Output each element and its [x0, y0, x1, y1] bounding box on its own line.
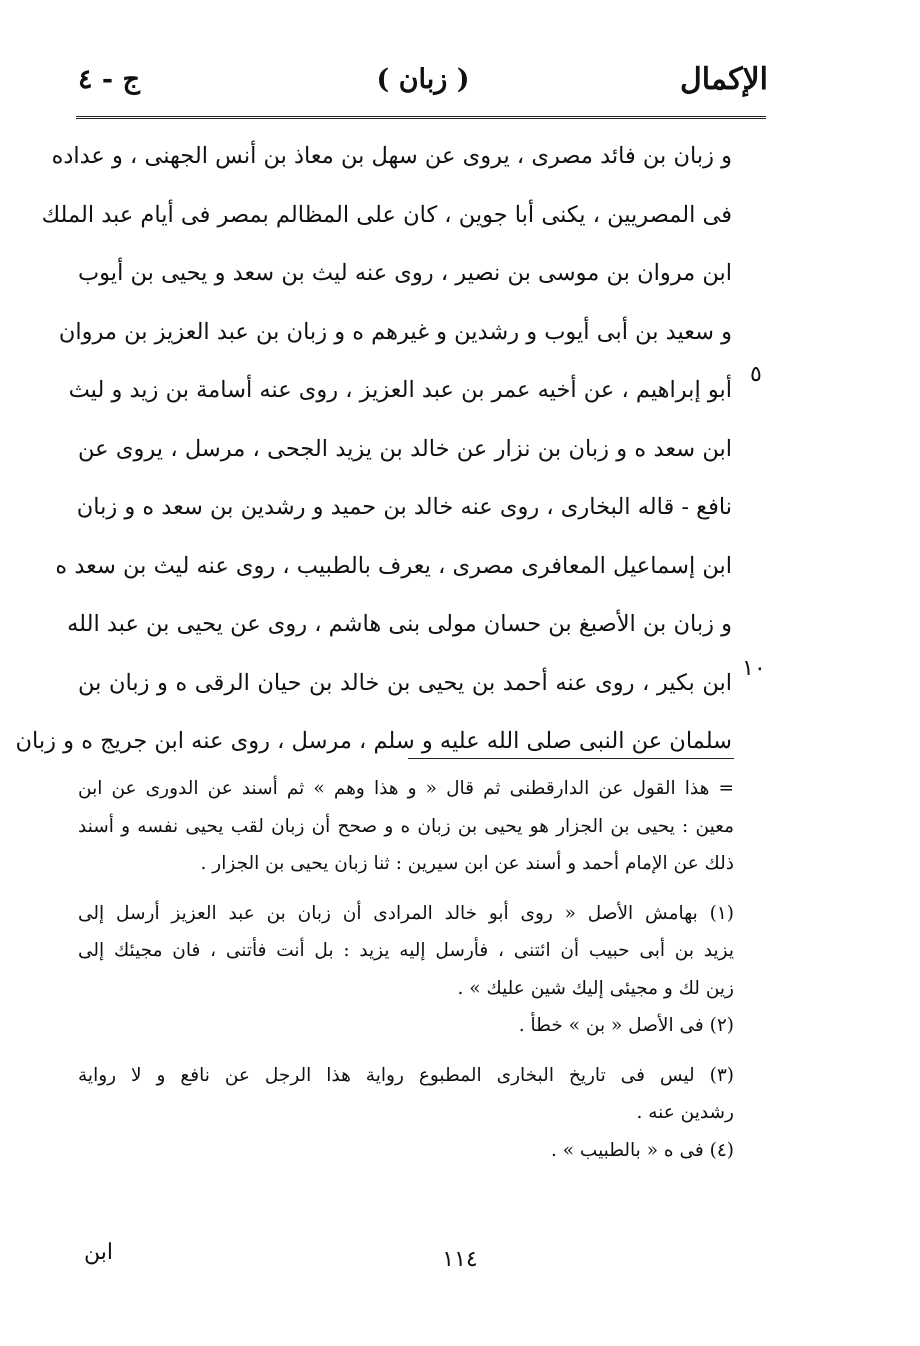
book-title: الإكمال — [679, 62, 768, 97]
footnote-1-line: يزيد بن أبى حبيب أن ائتنى ، فأرسل إليه يزيد : بل أنت فأتنى ، فان مجيئك إلى — [78, 940, 734, 961]
footnote-1-line: زين لك و مجيئى إليك شين عليك » . — [457, 977, 734, 999]
header-rule — [76, 116, 766, 119]
running-header — [78, 62, 768, 106]
main-text — [15, 127, 732, 771]
text-line: نافع - قاله البخارى ، روى عنه خالد بن حميد و رشدين بن سعد ه و زبان — [76, 494, 732, 520]
volume-label: ج - ٤ — [78, 64, 140, 95]
line-number-5: ٥ — [750, 362, 762, 387]
footnotes — [78, 770, 734, 1169]
text-line: ابن سعد ه و زبان بن نزار عن خالد بن يزيد الجحى ، مرسل ، يروى عن — [78, 435, 732, 462]
footnote-3-line: (٣) ليس فى تاريخ البخارى المطبوع رواية هذا الرجل عن نافع و لا رواية — [78, 1064, 734, 1086]
footnote-2: (٢) فى الأصل « بن » خطأ . — [518, 1015, 734, 1036]
text-line: ابن إسماعيل المعافرى مصرى ، يعرف بالطبيب ، روى عنه ليث بن سعد ه — [55, 552, 732, 579]
footnote-line: معين : يحيى بن الجزار هو يحيى بن زبان ه و صحح أن زبان لقب يحيى نفسه و أسند — [78, 815, 734, 837]
line-number-10: ١٠ — [742, 656, 766, 681]
footnote-3-line: رشدين عنه . — [636, 1102, 734, 1123]
section-title: ( زبان ) — [376, 64, 470, 95]
text-line: فى المصريين ، يكنى أبا جوين ، كان على المظالم بمصر فى أيام عبد الملك — [41, 201, 732, 228]
text-line: ابن بكير ، روى عنه أحمد بن يحيى بن خالد بن حيان الرقى ه و زبان بن — [78, 669, 732, 696]
text-line: سلمان عن النبى صلى الله عليه و سلم ، مرسل ، روى عنه ابن جريج ه و زبان — [15, 728, 732, 754]
page-number: ١١٤ — [442, 1247, 478, 1272]
text-line: ابن مروان بن موسى بن نصير ، روى عنه ليث بن سعد و يحيى بن أيوب — [78, 260, 732, 286]
footnote-4: (٤) فى ه « بالطبيب » . — [550, 1139, 734, 1161]
text-line: أبو إبراهيم ، عن أخيه عمر بن عبد العزيز ، روى عنه أسامة بن زيد و ليث — [68, 377, 732, 403]
text-line: و زبان بن الأصبغ بن حسان مولى بنى هاشم ، روى عن يحيى بن عبد الله — [67, 611, 732, 637]
footnote-line: ذلك عن الإمام أحمد و أسند عن ابن سيرين : ثنا زبان يحيى بن الجزار . — [200, 853, 734, 874]
text-line: و زبان بن فائد مصرى ، يروى عن سهل بن معاذ بن أنس الجهنى ، و عداده — [51, 143, 732, 169]
footnote-1-line: (١) بهامش الأصل « روى أبو خالد المرادى أن زبان بن عبد العزيز أرسل إلى — [78, 902, 734, 924]
catchword: ابن — [84, 1240, 113, 1265]
footnote-line: = هذا القول عن الدارقطنى ثم قال « و هذا وهم » ثم أسند عن الدورى عن ابن — [78, 778, 734, 799]
footnote-rule — [408, 758, 734, 759]
text-line: و سعيد بن أبى أيوب و رشدين و غيرهم ه و زبان بن عبد العزيز بن مروان — [58, 318, 732, 345]
